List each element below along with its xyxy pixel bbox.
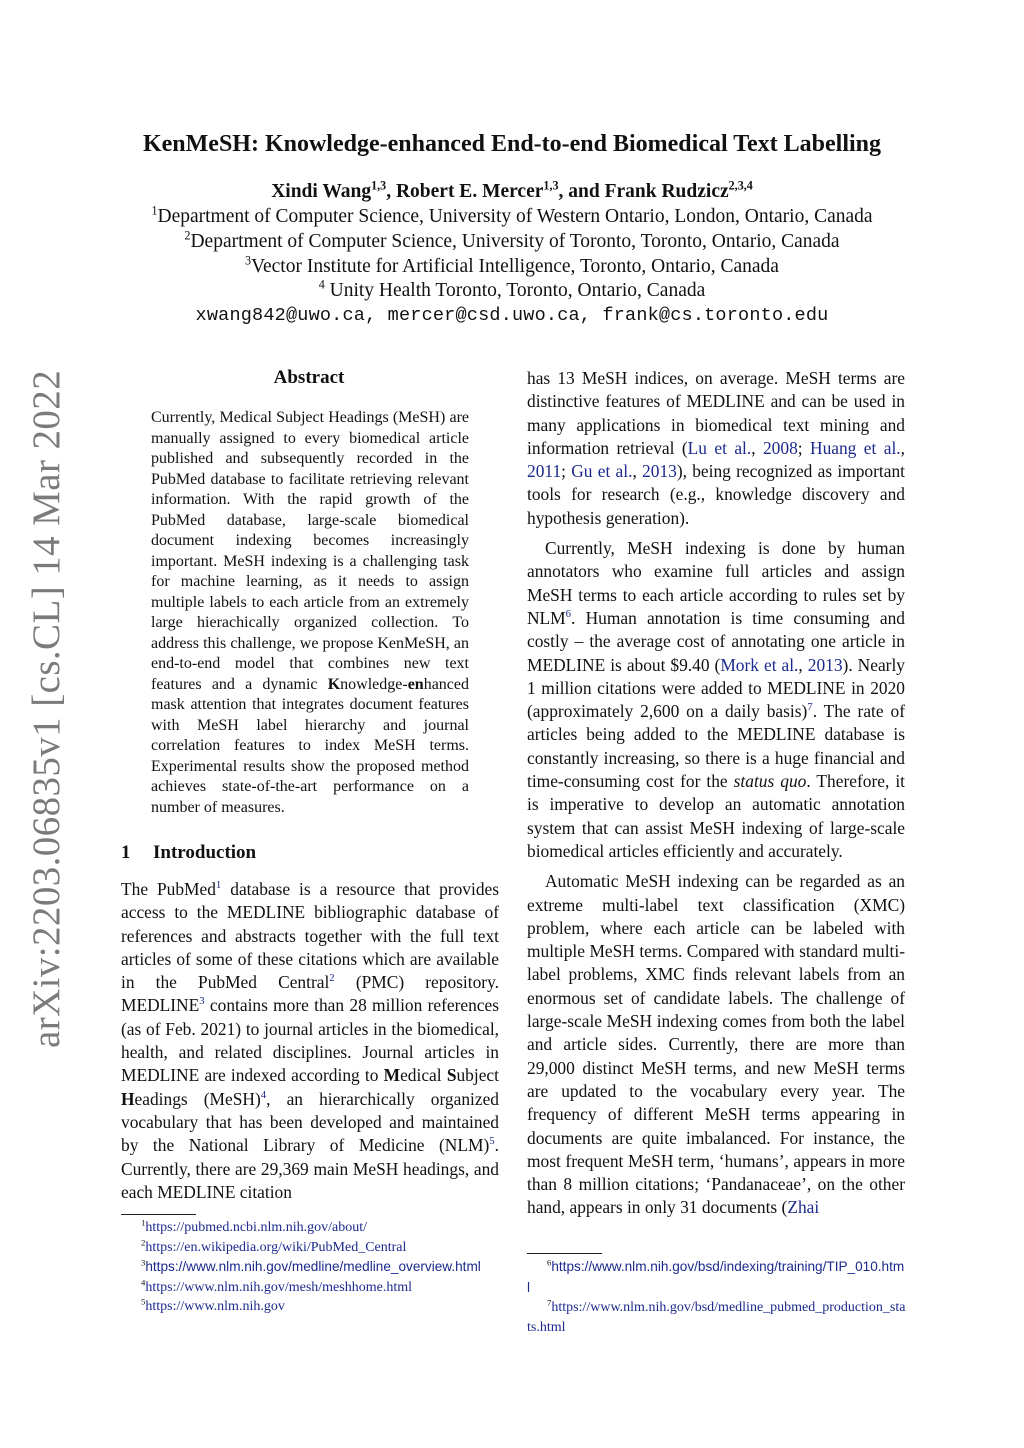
footnote-link[interactable]: https://www.nlm.nih.gov/bsd/medline_pubmed_production_stats.html xyxy=(527,1300,906,1335)
footnote-ref[interactable]: 7 xyxy=(807,701,813,714)
affil-text: Department of Computer Science, University of Western Ontario, London, Ontario, Canada xyxy=(157,206,873,227)
citation-link[interactable]: Lu et al. xyxy=(687,437,752,458)
abstract-text: nowledge- xyxy=(340,675,408,693)
bold-letter: S xyxy=(446,1065,457,1086)
footnote-link[interactable]: https://en.wikipedia.org/wiki/PubMed_Central xyxy=(145,1239,407,1255)
body-text: (PMC) repository. MEDLINE xyxy=(121,972,499,1016)
section-heading xyxy=(121,842,256,864)
body-text: The PubMed xyxy=(121,879,216,899)
footnote-number: 1 xyxy=(141,1217,146,1228)
footnote-ref[interactable]: 6 xyxy=(565,608,572,621)
body-text: . The rate of articles being added to the MEDLINE database is constantly increasing, so there is a huge financial and time-consuming cost for the xyxy=(527,701,905,792)
italic-text: status quo xyxy=(733,771,807,792)
citation-link[interactable]: Mork et al. xyxy=(720,654,799,675)
body-text: has 13 MeSH indices, on average. MeSH terms are distinctive features of MEDLINE and can be used in many applications in biomedical text mining and information retrieval ( xyxy=(527,368,905,458)
intro-column-left xyxy=(121,878,499,1204)
citation-link[interactable]: Gu et al. xyxy=(571,461,633,482)
footnote-number: 6 xyxy=(547,1257,552,1268)
body-text: ). Nearly 1 million citations were added to MEDLINE in 2020 (approximately 2,600 on a daily basis) xyxy=(527,654,905,722)
citation-separator: ; xyxy=(797,437,811,458)
footnote-link[interactable]: https://www.nlm.nih.gov xyxy=(145,1299,285,1314)
affiliation xyxy=(0,277,1024,302)
footnote-ref[interactable]: 4 xyxy=(260,1088,267,1101)
footnote xyxy=(121,1238,503,1258)
affil-text: Unity Health Toronto, Toronto, Ontario, Canada xyxy=(324,280,706,301)
footnote-ref[interactable]: 3 xyxy=(199,995,205,1008)
body-text: edical xyxy=(400,1065,447,1086)
citation-link[interactable]: 2011 xyxy=(527,461,562,482)
author-name: Xindi Wang xyxy=(271,181,372,202)
footnotes-right xyxy=(527,1257,907,1337)
footnote-number: 2 xyxy=(141,1236,146,1247)
footnote xyxy=(527,1257,907,1298)
abstract-bold: en xyxy=(407,675,424,693)
affil-sup: 2 xyxy=(184,228,191,243)
abstract-heading: Abstract xyxy=(273,367,345,388)
footnote-number: 7 xyxy=(547,1297,552,1308)
footnote-number: 3 xyxy=(141,1257,146,1268)
body-text: ubject xyxy=(456,1065,499,1086)
abstract-text: hanced mask attention that integrates document features with MeSH label hierarchy and journal correlation features to index MeSH terms. Experimental results show the proposed method achieves state-of-the-art performance on a number of measures. xyxy=(151,675,469,816)
citation-link[interactable]: 2013 xyxy=(642,461,677,482)
body-text: Automatic MeSH indexing can be regarded as an extreme multi-label text classification (XMC) problem, where each article can be labeled with multiple MeSH terms. Compared with standard multi-label problems, XMC finds relevant labels from an enormous set of candidate labels. The challenge of large-scale MeSH indexing comes from both the label and article sides. Currently, there are more than 29,000 distinct MeSH terms, and new MeSH terms are updated to the vocabulary every year. The frequency of different MeSH terms appearing in documents are quite imbalanced. For instance, the most frequent MeSH term, ‘humans’, appears in more than 8 million citations; ‘Pandanaceae’, on the other hand, appears in only 31 documents ( xyxy=(527,871,905,1218)
footnote-link[interactable]: https://www.nlm.nih.gov/medline/medline_overview.html xyxy=(145,1259,481,1274)
author-separator: , and xyxy=(558,181,605,202)
affil-sup: 4 xyxy=(318,277,325,292)
intro-column-right xyxy=(527,367,905,1220)
body-text: database is a resource that provides access to the MEDLINE bibliographic database of references and abstracts together with the full text articles of some of these citations which are available in the PubMed Central xyxy=(121,879,499,993)
affil-sup: 1 xyxy=(151,203,158,218)
author-affil-sup: 1,3 xyxy=(543,178,559,193)
citation-separator: , xyxy=(900,437,905,458)
body-text: ), being recognized as important tools for research (e.g., knowledge discovery and hypothesis generation). xyxy=(527,461,905,528)
affil-text: Vector Institute for Artificial Intelligence, Toronto, Ontario, Canada xyxy=(251,256,779,277)
author-affil-sup: 1,3 xyxy=(371,178,387,193)
author-name: Frank Rudzicz xyxy=(604,181,729,202)
footnote xyxy=(121,1218,503,1238)
citation-link[interactable]: 2013 xyxy=(807,654,843,675)
affiliation xyxy=(0,228,1024,253)
citation-separator: , xyxy=(798,654,808,675)
footnote-rule xyxy=(527,1253,602,1254)
footnote-link[interactable]: https://www.nlm.nih.gov/mesh/meshhome.html xyxy=(145,1279,412,1295)
footnote xyxy=(527,1298,907,1337)
footnote-link[interactable]: https://www.nlm.nih.gov/bsd/indexing/training/TIP_010.html xyxy=(527,1259,905,1295)
citation-link[interactable]: 2008 xyxy=(762,437,798,458)
author-list xyxy=(0,178,1024,203)
abstract-body xyxy=(151,408,469,818)
citation-link[interactable]: Huang et al. xyxy=(810,437,901,458)
footnote-link[interactable]: https://pubmed.ncbi.nlm.nih.gov/about/ xyxy=(145,1220,367,1235)
footnote xyxy=(121,1257,503,1278)
affil-sup: 3 xyxy=(245,253,252,268)
body-text: contains more than 28 million references (as of Feb. 2021) to journal articles in the biomedical, health, and related disciplines. Journal articles in MEDLINE are indexed according to xyxy=(121,995,499,1086)
body-text: eadings (MeSH) xyxy=(134,1088,261,1109)
citation-separator: , xyxy=(751,437,763,458)
citation-separator: ; xyxy=(561,461,572,482)
body-text: Currently, MeSH indexing is done by human annotators who examine full articles and assign MeSH terms to each article according to rules set by NLM xyxy=(527,538,905,628)
footnote-number: 4 xyxy=(141,1276,146,1287)
author-emails: xwang842@uwo.ca, mercer@csd.uwo.ca, frank@cs.toronto.edu xyxy=(195,305,829,326)
author-name: Robert E. Mercer xyxy=(395,181,544,202)
arxiv-stamp: arXiv:2203.06835v1 [cs.CL] 14 Mar 2022 xyxy=(25,369,68,1048)
author-affil-sup: 2,3,4 xyxy=(728,178,753,193)
paper-title: KenMeSH: Knowledge-enhanced End-to-end Biomedical Text Labelling xyxy=(142,131,882,157)
section-number: 1 xyxy=(121,842,131,863)
footnote-rule xyxy=(121,1214,196,1215)
footnotes-left xyxy=(121,1218,503,1317)
footnote-ref[interactable]: 2 xyxy=(329,972,335,985)
citation-separator: , xyxy=(632,461,643,482)
bold-letter: M xyxy=(383,1065,401,1086)
section-title: Introduction xyxy=(153,842,257,863)
affil-text: Department of Computer Science, University of Toronto, Toronto, Ontario, Canada xyxy=(190,231,840,252)
affiliation xyxy=(0,253,1024,278)
footnote-number: 5 xyxy=(141,1296,146,1307)
body-text: . Therefore, it is imperative to develop an automatic annotation system that can assist MeSH indexing of large-scale biomedical articles efficiently and accurately. xyxy=(527,771,905,861)
intro-paragraph xyxy=(527,870,905,1219)
footnote-ref[interactable]: 5 xyxy=(489,1135,495,1148)
footnote-ref[interactable]: 1 xyxy=(215,879,222,892)
author-separator: , xyxy=(386,181,396,202)
affiliation xyxy=(0,203,1024,228)
body-text: . Currently, there are 29,369 main MeSH headings, and each MEDLINE citation xyxy=(121,1135,499,1202)
intro-paragraph xyxy=(527,537,905,863)
citation-link[interactable]: Zhai xyxy=(787,1197,820,1218)
body-text: . Human annotation is time consuming and costly – the average cost of annotating one article in MEDLINE is about $9.40 ( xyxy=(527,607,905,675)
bold-letter: H xyxy=(121,1088,135,1109)
intro-paragraph xyxy=(527,367,905,530)
abstract-bold: K xyxy=(327,675,341,693)
footnote xyxy=(121,1278,503,1298)
body-text: , an hierarchically organized vocabulary that has been developed and maintained by the National Library of Medicine (NLM) xyxy=(121,1088,500,1156)
abstract-text: Currently, Medical Subject Headings (MeSH) are manually assigned to every biomedical article published and subsequently recorded in the PubMed database to facilitate retrieving relevant information. With the rapid growth of the PubMed database, large-scale biomedical document indexing becomes increasingly important. MeSH indexing is a challenging task for machine learning, as it needs to assign multiple labels to each article from an extremely large hierachically organized collection. To address this challenge, we propose KenMeSH, an end-to-end model that combines new text features and a dynamic xyxy=(151,409,469,693)
intro-paragraph xyxy=(121,878,499,1204)
footnote xyxy=(121,1297,503,1317)
